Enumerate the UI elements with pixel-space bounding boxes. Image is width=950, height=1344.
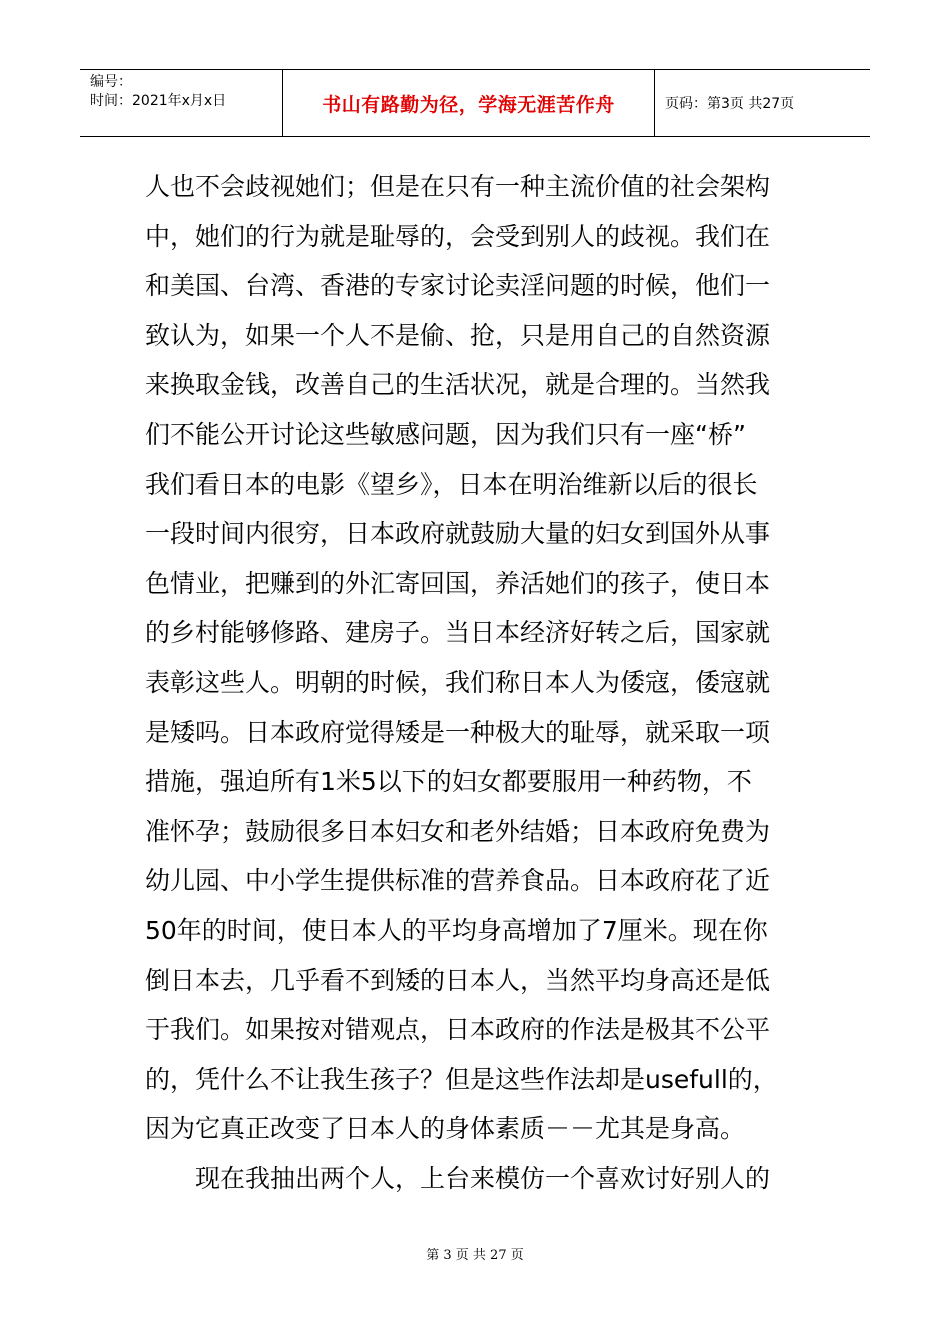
text-line: 我们看日本的电影《望乡》，日本在明治维新以后的很长 <box>145 469 758 499</box>
text-line: 和美国、台湾、香港的专家讨论卖淫问题的时候，他们一 <box>145 271 771 301</box>
page-footer: 第 3 页 共 27 页 <box>426 1248 524 1263</box>
header-motto: 书山有路勤为径，学海无涯苦作舟 <box>322 93 615 116</box>
text-line: 措施，强迫所有1米5以下的妇女都要服用一种药物，不 <box>145 767 752 797</box>
text-line: 倒日本去，几乎看不到矮的日本人，当然平均身高还是低 <box>145 965 771 995</box>
text-line: 一段时间内很穷，日本政府就鼓励大量的妇女到国外从事 <box>145 519 771 549</box>
header-page-number: 页码：第3页 共27页 <box>665 96 795 112</box>
text-line: 的乡村能够修路、建房子。当日本经济好转之后，国家就 <box>145 618 771 648</box>
text-line: 表彰这些人。明朝的时候，我们称日本人为倭寇，倭寇就 <box>145 667 771 697</box>
text-line: 是矮吗。日本政府觉得矮是一种极大的耻辱，就采取一项 <box>145 717 771 747</box>
serial-number-label: 编号： <box>90 74 132 90</box>
text-line: 致认为，如果一个人不是偷、抢，只是用自己的自然资源 <box>145 320 771 350</box>
text-line: 于我们。如果按对错观点，日本政府的作法是极其不公平 <box>145 1015 771 1045</box>
text-line: 50年的时间，使日本人的平均身高增加了7厘米。现在你 <box>145 915 768 945</box>
time-label: 时间：2021年x月x日 <box>90 93 227 109</box>
text-line: 准怀孕；鼓励很多日本妇女和老外结婚；日本政府免费为 <box>145 816 771 846</box>
header-info-cell <box>80 70 283 136</box>
page-header <box>80 69 870 137</box>
paragraph-first-line: 现在我抽出两个人，上台来模仿一个喜欢讨好别人的 <box>195 1163 771 1193</box>
text-line: 来换取金钱，改善自己的生活状况，就是合理的。当然我 <box>145 370 771 400</box>
text-line: 中，她们的行为就是耻辱的，会受到别人的歧视。我们在 <box>145 221 771 251</box>
text-line: 人也不会歧视她们；但是在只有一种主流价值的社会架构 <box>145 172 771 201</box>
document-body <box>145 162 810 1203</box>
text-line: 幼儿园、中小学生提供标准的营养食品。日本政府花了近 <box>145 866 771 896</box>
text-line: 色情业，把赚到的外汇寄回国，养活她们的孩子，使日本 <box>145 568 771 598</box>
text-line: 的，凭什么不让我生孩子？但是这些作法却是usefull的， <box>145 1064 778 1094</box>
text-line: 因为它真正改变了日本人的身体素质－－尤其是身高。 <box>145 1114 746 1144</box>
header-page-cell <box>655 70 870 136</box>
header-motto-cell <box>283 70 655 136</box>
text-line: 们不能公开讨论这些敏感问题，因为我们只有一座“桥” <box>145 419 746 449</box>
